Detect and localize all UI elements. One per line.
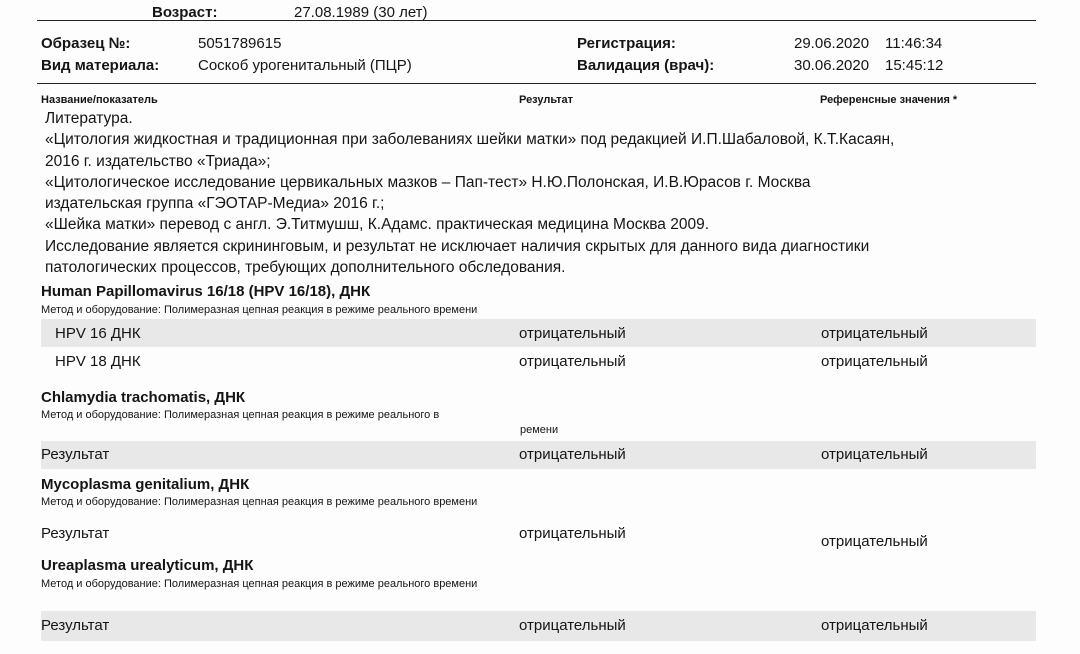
registration-label: Регистрация: [577,35,676,52]
validation-label: Валидация (врач): [577,57,715,74]
age-value: 27.08.1989 (30 лет) [294,4,428,21]
hpv18-result: отрицательный [519,353,626,370]
validation-date: 30.06.2020 [794,57,870,74]
method-mycoplasma: Метод и оборудование: Полимеразная цепная реакция в режиме реального времени [41,496,478,508]
chlamydia-name: Результат [41,446,110,463]
ureaplasma-reference: отрицательный [821,617,928,634]
column-name: Название/показатель [41,94,158,106]
hpv18-reference: отрицательный [821,353,928,370]
ureaplasma-name: Результат [41,617,110,634]
mycoplasma-result: отрицательный [519,525,626,542]
literature-line: «Шейка матки» перевод с англ. Э.Титмушш, К.Адамс. практическая медицина Москва 2009. [45,216,710,234]
column-result: Результат [519,94,574,106]
material-label: Вид материала: [41,57,160,74]
method-hpv: Метод и оборудование: Полимеразная цепная реакция в режиме реального времени [41,304,478,316]
literature-block [45,108,894,278]
method-ureaplasma: Метод и оборудование: Полимеразная цепная реакция в режиме реального времени [41,578,478,590]
literature-line: издательская группа «ГЭОТАР-Медиа» 2016 г.; [45,195,385,213]
hpv18-name: HPV 18 ДНК [55,353,141,370]
hpv16-name: HPV 16 ДНК [55,325,141,342]
age-label: Возраст: [152,4,218,21]
literature-line: патологических процессов, требующих дополнительного обследования. [45,259,566,277]
section-title-ureaplasma: Ureaplasma urealyticum, ДНК [41,557,254,574]
registration-time: 11:46:34 [885,35,943,52]
registration-date: 29.06.2020 [794,35,870,52]
literature-line: «Цитология жидкостная и традиционная при заболеваниях шейки матки» под редакцией И.П.Шабаловой, К.Т.Касаян, [45,131,895,149]
mycoplasma-name: Результат [41,525,110,542]
column-reference: Референсные значения * [820,94,958,106]
header-bottom-rule [37,83,1036,84]
section-title-hpv: Human Papillomavirus 16/18 (HPV 16/18), ДНК [41,283,371,300]
section-title-chlamydia: Chlamydia trachomatis, ДНК [41,389,246,406]
validation-time: 15:45:12 [885,57,944,74]
ureaplasma-result: отрицательный [519,617,626,634]
method-chlamydia-tail: ремени [520,424,559,436]
chlamydia-reference: отрицательный [821,446,928,463]
literature-line: Исследование является скрининговым, и результат не исключает наличия скрытых для данного вида диагностики [45,237,870,255]
method-chlamydia: Метод и оборудование: Полимеразная цепная реакция в режиме реального в [41,409,440,421]
chlamydia-result: отрицательный [519,446,626,463]
literature-line: 2016 г. издательство «Триада»; [45,152,271,170]
literature-line: Литература. [45,110,133,127]
section-title-mycoplasma: Mycoplasma genitalium, ДНК [41,476,250,493]
mycoplasma-reference: отрицательный [821,533,928,550]
literature-line: «Цитологическое исследование цервикальных мазков – Пап-тест» Н.Ю.Полонская, И.В.Юрасов г. Москва [45,173,811,191]
sample-label: Образец №: [41,35,131,52]
sample-value: 5051789615 [198,35,282,52]
hpv16-reference: отрицательный [821,325,928,342]
header-top-rule [37,20,1036,21]
material-value: Соскоб урогенитальный (ПЦР) [198,57,412,74]
hpv16-result: отрицательный [519,325,626,342]
